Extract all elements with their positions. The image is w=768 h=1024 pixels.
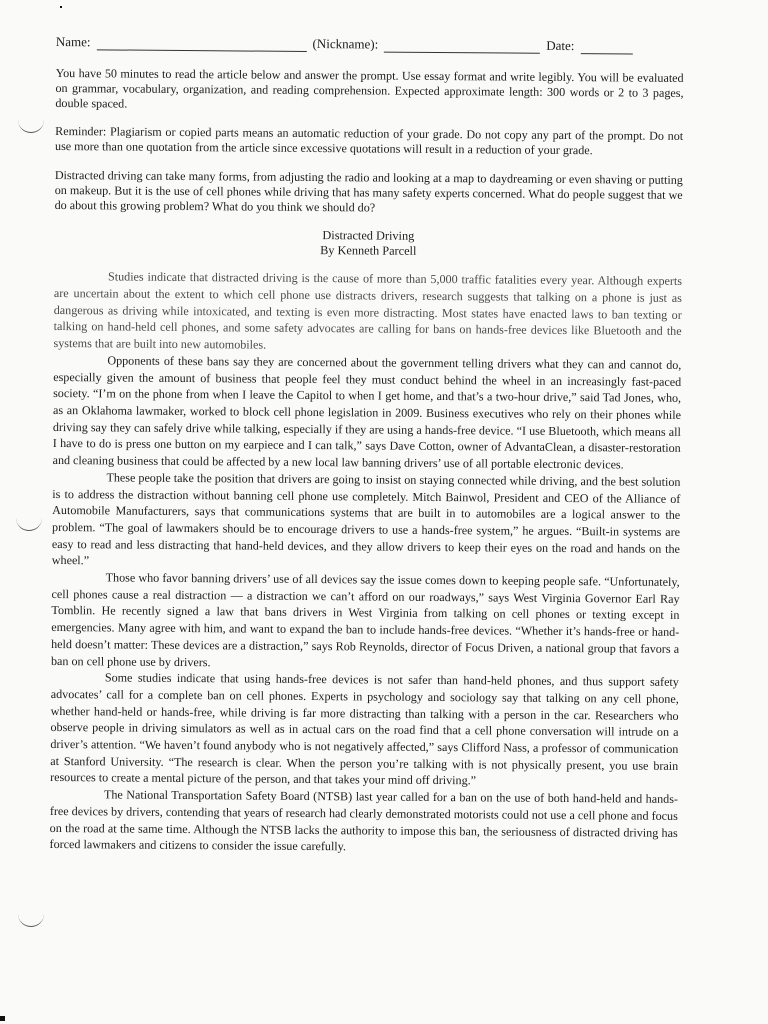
article-paragraph: The National Transportation Safety Board (NTSB) last year called for a ban on the use of both hand-held and hands-free devices by drivers, contending that years of research had clearly demonstrated motorists could not use a cell phone and focus on the road at the same time. Although the NTSB lacks the authority to impose this ban, the seriousness of distracted driving has forced lawmakers and citizens to consider the issue carefully. — [49, 787, 679, 854]
article-paragraph: These people take the position that drivers are going to insist on staying connected while driving, and the best solution is to address the distraction without banning cell phone use completely. Mitch Bainwol, President and CEO of the Alliance of Automobile Manufacturers, says that communications systems that are built in to automobiles are a logical answer to the problem. “The goal of lawmakers should be to encourage drivers to use a hands-free system,” he argues. “Built-in systems are easy to read and less distracting that hand-held devices, and they allow drivers to keep their eyes on the road and hands on the wheel.” — [51, 470, 681, 568]
margin-hole-mark — [16, 516, 42, 531]
article-byline: By Kenneth Parcell — [320, 243, 417, 259]
student-header — [56, 28, 684, 55]
margin-hole-mark — [18, 912, 44, 927]
nickname-label: (Nickname): — [312, 36, 379, 52]
nickname-blank-line — [384, 40, 540, 54]
name-label: Name: — [55, 33, 91, 50]
article-paragraph: Some studies indicate that using hands-free devices is not safer than hand-held phones, and thus support safety advocates’ call for a complete ban on cell phones. Experts in psychology and sociology say that talking on any cell phone, whether hand-held or hands-free, while driving is far more distracting than talking with a person in the car. Researchers who observe people in driving simulators as well as in actual cars on the road find that a cell phone conversation will intrude on a driver’s attention. “We haven’t found anybody who is not negatively affected,” says Clifford Nass, a professor of communication at Stanford University. “The research is clear. When the person you’re talking with is not physically present, you use brain resources to create a mental picture of the person, and that takes your mind off driving.” — [50, 670, 679, 788]
date-blank-line — [580, 41, 632, 54]
instructions-paragraph: You have 50 minutes to read the article below and answer the prompt. Use essay format and write legibly. You will be evaluated on grammar, vocabulary, organization, and reading comprehension. Expected approximate length: 300 words or 2 to 3 pages, double spaced. — [55, 65, 684, 111]
reminder-paragraph: Reminder: Plagiarism or copied parts means an automatic reduction of your grade. Do not copy any part of the prompt. Do not use more than one quotation from the article since excessive quotations will result in a reduction of your grade. — [55, 124, 684, 158]
scan-speck — [60, 6, 62, 8]
article-title: Distracted Driving — [322, 228, 415, 244]
scan-speck — [0, 1016, 5, 1021]
article-paragraph: Studies indicate that distracted driving is the cause of more than 5,000 traffic fatalities every year. Although experts are uncertain about the extent to which cell phone use distracts drivers, research suggests that talking on a phone is just as dangerous as driving while intoxicated, and texting is even more distracting. Most states have enacted laws to ban texting or talking on hand-held cell phones, and some safety advocates are calling for bans on hands-free devices like Bluetooth and the systems that are built into new automobiles. — [53, 269, 683, 352]
article-paragraph: Those who favor banning drivers’ use of all devices say the issue comes down to keeping people safe. “Unfortunately, cell phones cause a real distraction — a distraction we can’t afford on our roadways,” says West Virginia Governor Earl Ray Tomblin. He recently signed a law that bans drivers in West Virginia from talking on cell phones or texting except in emergencies. Many agree with him, and want to expand the ban to include hands-free devices. “Whether it’s hands-free or hand-held doesn’t matter: These devices are a distraction,” says Rob Reynolds, director of Focus Driven, a national group that favors a ban on cell phone use by drivers. — [50, 570, 680, 669]
document-content — [50, 28, 684, 858]
date-label: Date: — [546, 37, 575, 54]
prompt-paragraph: Distracted driving can take many forms, from adjusting the radio and looking at a map to daydreaming or even shaving or putting on makeup. But it is the use of cell phones while driving that has many safety experts concerned. What do people suggest that we do about this growing problem? What do you think we should do? — [54, 167, 683, 215]
margin-hole-mark — [18, 118, 44, 133]
article-paragraph: Opponents of these bans say they are concerned about the government telling drivers what they can and cannot do, especially given the amount of business that people feel they must conduct behind the wheel in an increasingly fast-paced society. “I’m on the phone from when I leave the Capitol to when I get home, and that’s a two-hour drive,” said Tad Jones, who, as an Oklahoma lawmaker, worked to block cell phone legislation in 2009. Business executives who rely on their phones while driving say they can safely drive while talking, especially if they are using a hands-free device. “I use Bluetooth, which means all I have to do is press one button on my earpiece and I can talk,” says Dave Cotton, owner of AdvantaClean, a disaster-restoration and cleaning business that could be affected by a new local law banning drivers’ use of all portable electronic devices. — [52, 353, 682, 472]
name-blank-line — [96, 37, 306, 52]
